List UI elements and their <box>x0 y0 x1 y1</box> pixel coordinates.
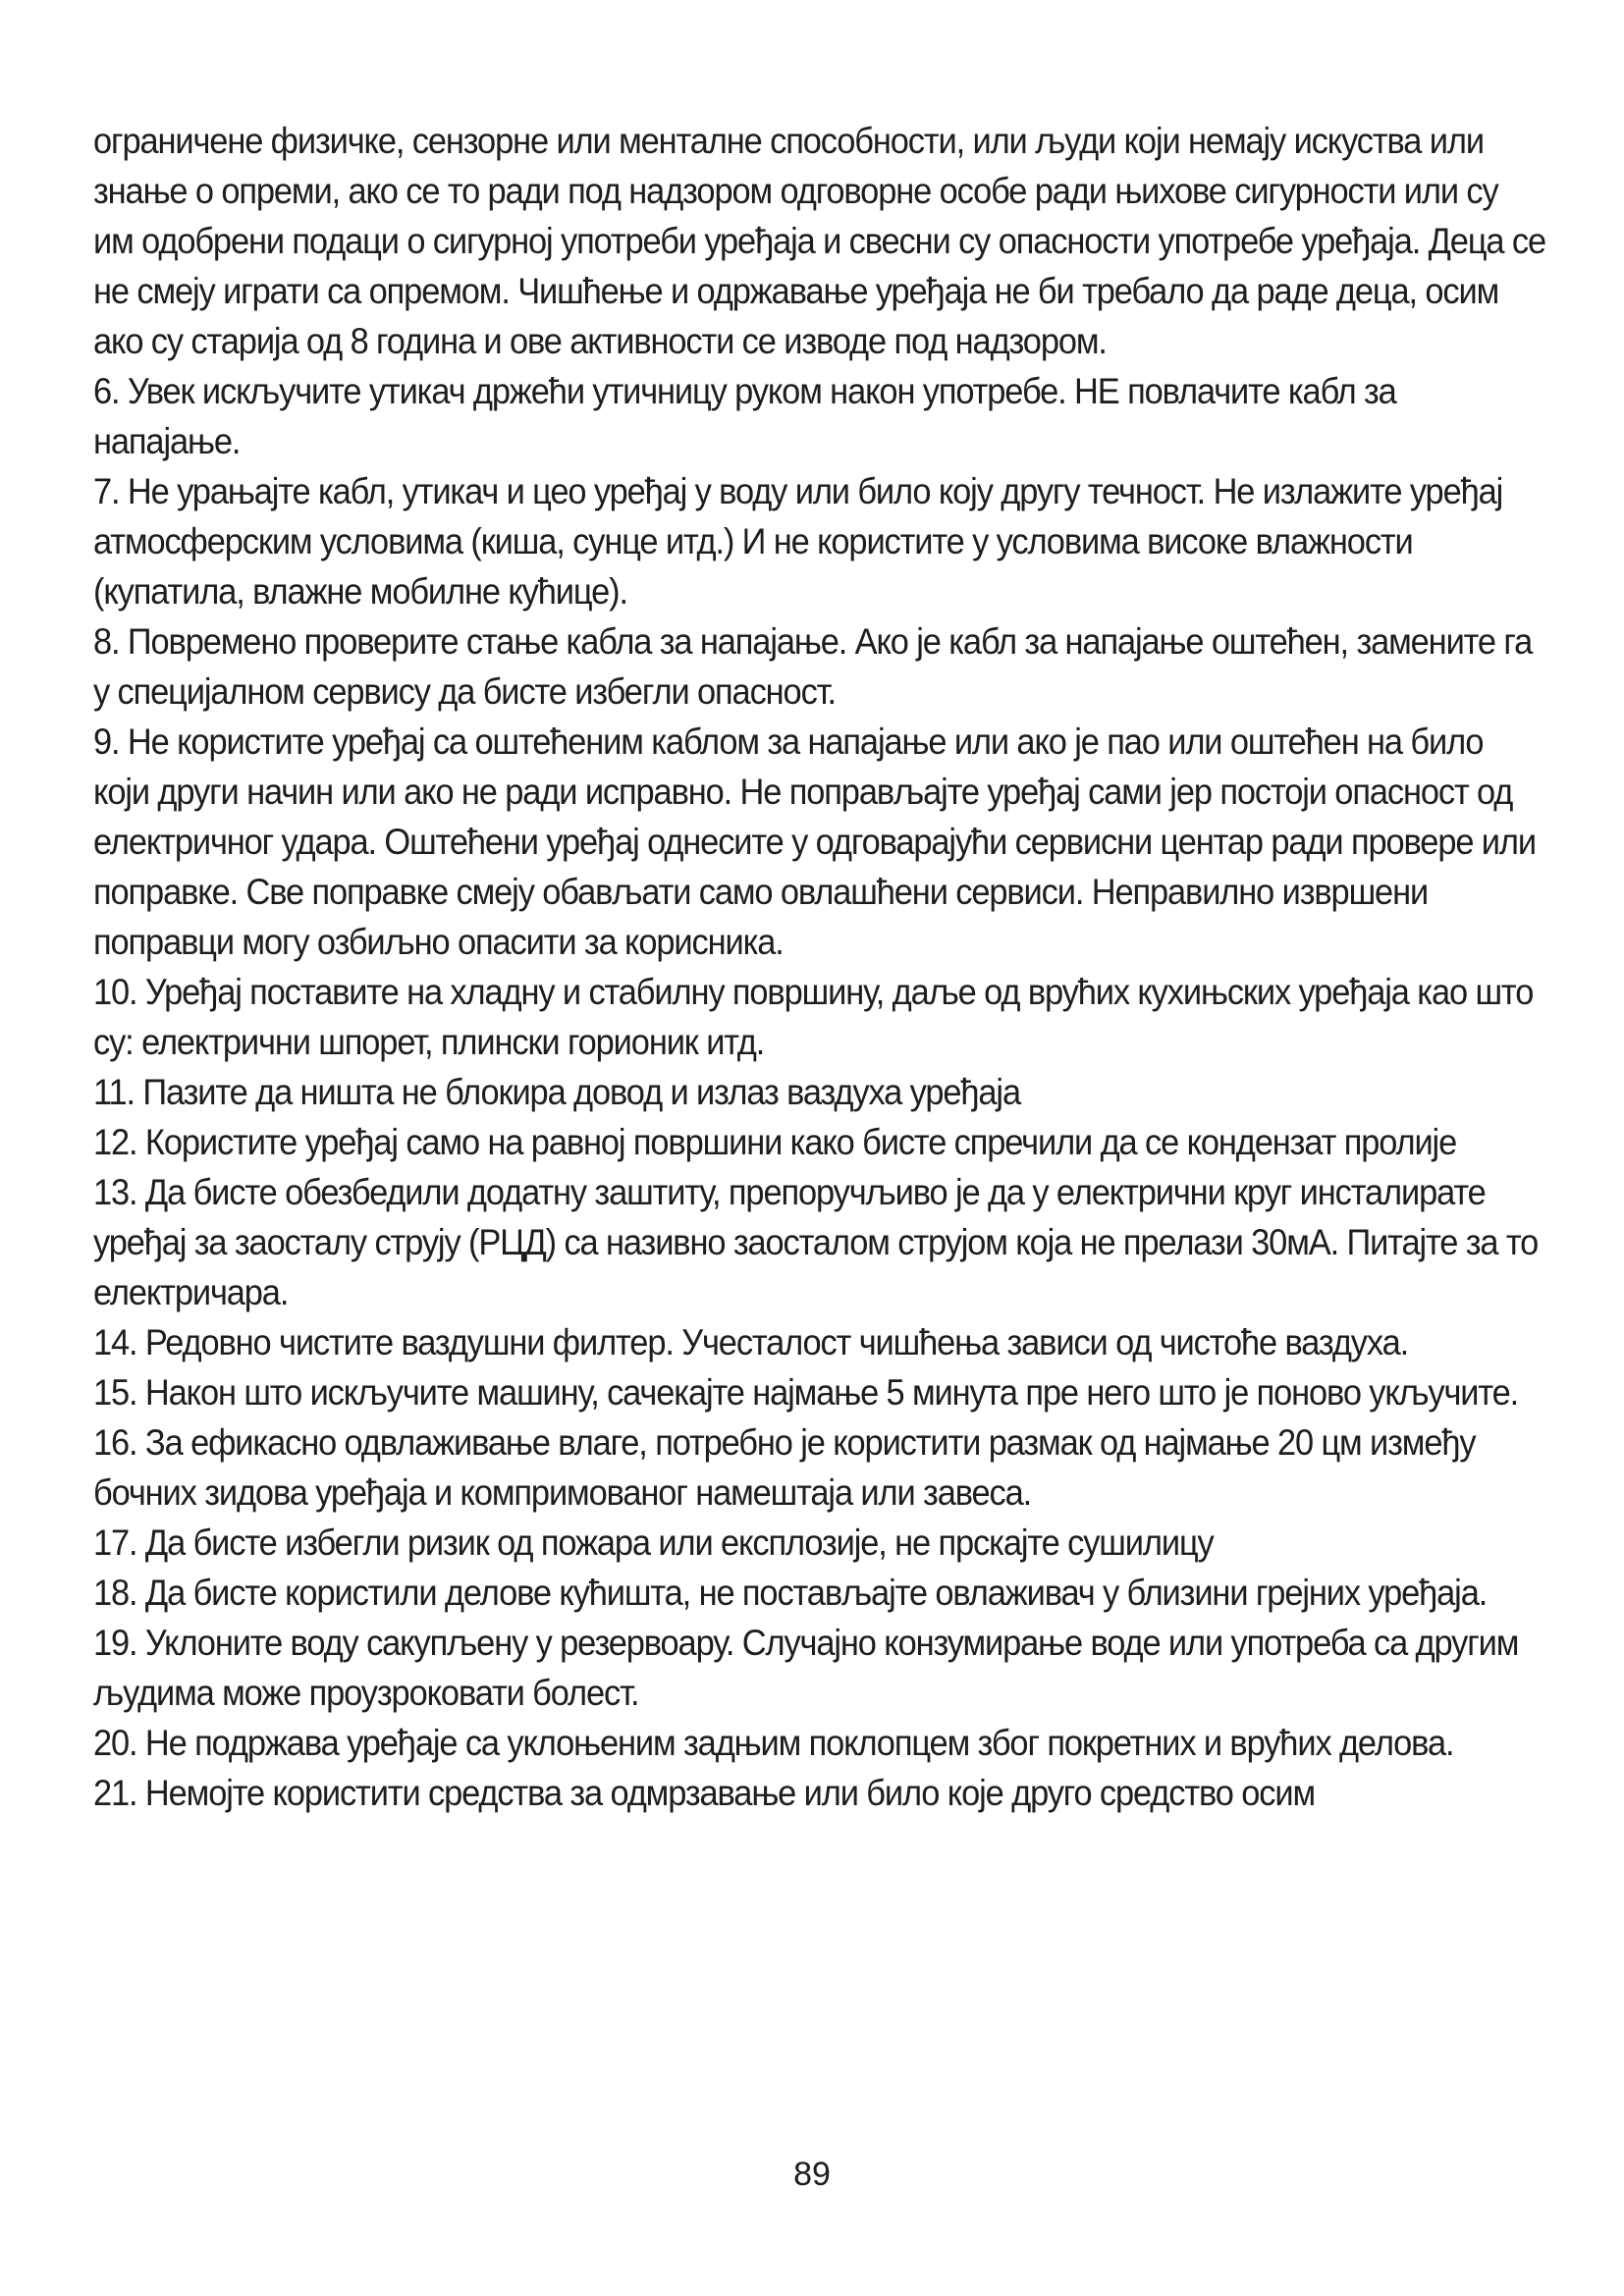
paragraph-item-8: 8. Повремено проверите стање кабла за напајање. Ако је кабл за напајање оштећен, замените га у специјалном сервису да бисте избегли опасност. <box>93 621 1533 712</box>
paragraph-item-10: 10. Уређај поставите на хладну и стабилну површину, даље од врућих кухињских уређаја као што су: електрични шпорет, плински горионик итд. <box>93 972 1534 1062</box>
paragraph-item-16: 16. За ефикасно одвлаживање влаге, потребно је користити размак од најмање 20 цм између бочних зидова уређаја и компримованог намештаја или завеса. <box>93 1422 1476 1513</box>
paragraph-item-20: 20. Не подржава уређаје са уклоњеним задњим поклопцем због покретних и врућих делова. <box>93 1723 1454 1763</box>
paragraph-item-21: 21. Немојте користити средства за одмрзавање или било које друго средство осим <box>93 1773 1316 1813</box>
paragraph-item-12: 12. Користите уређај само на равној површини како бисте спречили да се кондензат пролије <box>93 1122 1457 1162</box>
paragraph-item-7: 7. Не урањајте кабл, утикач и цео уређај у воду или било коју другу течност. Не излажите уређај атмосферским условима (киша, сунце итд.) И не користите у условима високе влажности (купатила, влажне мобилне кућице). <box>93 471 1503 612</box>
paragraph-item-19: 19. Уклоните воду сакупљену у резервоару. Случајно конзумирање воде или употреба са другим људима може проузроковати болест. <box>93 1623 1519 1713</box>
paragraph-item-18: 18. Да бисте користили делове кућишта, не постављајте овлаживач у близини грејних уређаја. <box>93 1573 1488 1613</box>
page-number: 89 <box>793 2156 831 2193</box>
paragraph-item-14: 14. Редовно чистите ваздушни филтер. Учесталост чишћења зависи од чистоће ваздуха. <box>93 1322 1409 1362</box>
paragraph-item-15: 15. Након што искључите машину, сачекајте најмање 5 минута пре него што је поново укључите. <box>93 1372 1519 1413</box>
paragraph-item-17: 17. Да бисте избегли ризик од пожара или експлозије, не прскајте сушилицу <box>93 1522 1214 1563</box>
paragraph-item-13: 13. Да бисте обезбедили додатну заштиту, препоручљиво је да у електрични круг инсталирате уређај за заосталу струју (РЦД) са називно заосталом струјом која не прелази 30мА. Питајте за то електричара. <box>93 1172 1539 1312</box>
paragraph-item-9: 9. Не користите уређај са оштећеним каблом за напајање или ако је пао или оштећен на било који други начин или ако не ради исправно. Не поправљајте уређај сами јер постоји опасност од електричног удара. Оштећени уређај однесите у одговарајући сервисни центар ради провере или поправке. Све поправке смеју обављати само овлашћени сервиси. Неправилно извршени поправци могу озбиљно опасити за корисника. <box>93 721 1536 962</box>
paragraph-item-6: 6. Увек искључите утикач држећи утичницу руком након употребе. НЕ повлачите кабл за напајање. <box>93 371 1396 461</box>
body-text <box>93 116 1546 1818</box>
paragraph-item-11: 11. Пазите да ништа не блокира довод и излаз ваздуха уређаја <box>93 1072 1020 1112</box>
paragraph-continuation: ограничене физичке, сензорне или менталне способности, или људи који немају искуства или знање о опреми, ако се то ради под надзором одговорне особе ради њихове сигурности или су им одобрени подаци о сигурној употреби уређаја и свесни су опасности употребе уређаја. Деца се не смеју играти са опремом. Чишћење и одржавање уређаја не би требало да раде деца, осим ако су старија од 8 година и ове активности се изводе под надзором. <box>93 121 1545 361</box>
